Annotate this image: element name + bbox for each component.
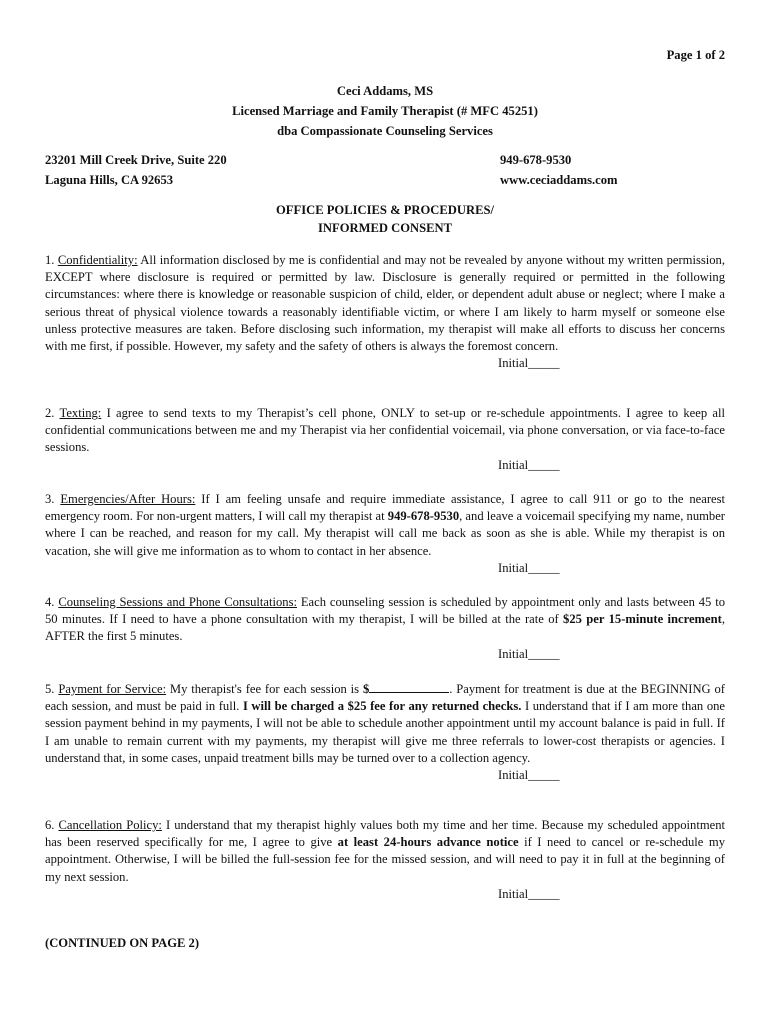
section-text: 5. Payment for Service: My therapist's fee for each session is $ . Payment for treatment is due at the BEGINNING of each session, and must be paid in full. I will be charged a $25 fee for any returned checks. I understand that if I am more than one session payment behind in my payments, I will not be able to schedule another appointment until my account balance is paid in full. If I am unable to remain current with my payments, my therapist will give me three referrals to lower-cost therapists or agencies. I understand that, in some cases, unpaid treatment bills may be turned over to a collection agency. xyxy=(45,682,725,765)
street-address: 23201 Mill Creek Drive, Suite 220 xyxy=(45,153,227,167)
section-text: 2. Texting: I agree to send texts to my Therapist’s cell phone, ONLY to set-up or re-schedule appointments. I agree to keep all confidential communications between me and my Therapist via her confidential voicemail, via phone conversation, or via face-to-face sessions. xyxy=(45,406,725,455)
continued-note: (CONTINUED ON PAGE 2) xyxy=(45,936,200,950)
initial-field[interactable]: Initial_____ xyxy=(498,356,560,371)
address-block xyxy=(45,150,227,190)
section-heading: Payment for Service: xyxy=(58,682,167,696)
initial-field[interactable]: Initial_____ xyxy=(498,560,560,575)
section-text: 6. Cancellation Policy: I understand that my therapist highly values both my time and her time. Because my scheduled appointment has been reserved specifically for me, I agree to give at least 24-hours advance notice if I need to cancel or re-schedule my appointment. Otherwise, I will be billed the full-session fee for the missed session, and will need to pay it in full at the beginning of my next session. xyxy=(45,818,725,884)
fee-dollar-sign: $ xyxy=(362,682,370,696)
section-payment xyxy=(45,680,725,784)
section-texting xyxy=(45,405,725,474)
section-confidentiality xyxy=(45,252,725,372)
license-line: Licensed Marriage and Family Therapist (# MFC 45251) xyxy=(232,104,538,118)
phone-rate: $25 per 15-minute increment xyxy=(563,612,722,627)
section-text: 4. Counseling Sessions and Phone Consultations: Each counseling session is scheduled by appointment only and lasts between 45 to 50 minutes. If I need to have a phone consultation with my therapist, I will be billed at the rate of $25 per 15-minute increment, AFTER the first 5 minutes. xyxy=(45,595,725,644)
emergency-phone: 949-678-9530 xyxy=(387,509,460,524)
section-heading: Emergencies/After Hours: xyxy=(60,492,196,506)
title-line-1: OFFICE POLICIES & PROCEDURES/ xyxy=(276,203,494,217)
section-text: 1. Confidentiality: All information disclosed by me is confidential and may not be revealed by anyone without my written permission, EXCEPT where disclosure is required or permitted by law. Disclosure is generally required or permitted in the following circumstances: where there is knowledge or reasonable suspicion of child, elder, or dependent adult abuse or neglect; where I make a serious threat of physical violence towards a reasonably identifiable victim, or where I am likely to harm myself or someone else unless protective measures are taken. Before disclosing such information, my therapist will make all efforts to discuss her concerns with me first, if possible. However, my safety and the safety of others is always the foremost concern. xyxy=(45,253,725,354)
section-text: 3. Emergencies/After Hours: If I am feeling unsafe and require immediate assistance, I agree to call 911 or go to the nearest emergency room. For non-urgent matters, I will call my therapist at 949-678-9530, and leave a voicemail specifying my name, number where I can be reached, and reason for my call. My therapist will call me back as soon as she is able. While my therapist is on vacation, she will give me information as to whom to contact in her absence. xyxy=(45,492,726,558)
section-cancellation xyxy=(45,817,725,903)
title-line-2: INFORMED CONSENT xyxy=(318,221,452,235)
section-heading: Counseling Sessions and Phone Consultations: xyxy=(58,595,297,609)
section-heading: Texting: xyxy=(59,406,102,420)
returned-check-fee: I will be charged a $25 fee for any returned checks. xyxy=(242,699,522,714)
section-heading: Cancellation Policy: xyxy=(58,818,162,832)
website: www.ceciaddams.com xyxy=(500,173,618,187)
advance-notice: at least 24-hours advance notice xyxy=(337,835,519,850)
city-state-zip: Laguna Hills, CA 92653 xyxy=(45,173,174,187)
therapist-name: Ceci Addams, MS xyxy=(336,84,434,98)
section-emergencies xyxy=(45,491,725,577)
initial-field[interactable]: Initial_____ xyxy=(498,768,560,783)
fee-blank-line[interactable] xyxy=(369,680,449,693)
page-number: Page 1 of 2 xyxy=(666,48,725,62)
dba-line: dba Compassionate Counseling Services xyxy=(277,124,493,138)
section-heading: Confidentiality: xyxy=(57,253,138,267)
section-counseling-sessions xyxy=(45,594,725,663)
contact-block xyxy=(500,150,618,190)
phone-number: 949-678-9530 xyxy=(500,153,572,167)
initial-field[interactable]: Initial_____ xyxy=(498,886,560,901)
letterhead xyxy=(45,81,725,141)
document-title xyxy=(45,201,725,237)
initial-field[interactable]: Initial_____ xyxy=(498,646,560,661)
initial-field[interactable]: Initial_____ xyxy=(498,457,560,472)
